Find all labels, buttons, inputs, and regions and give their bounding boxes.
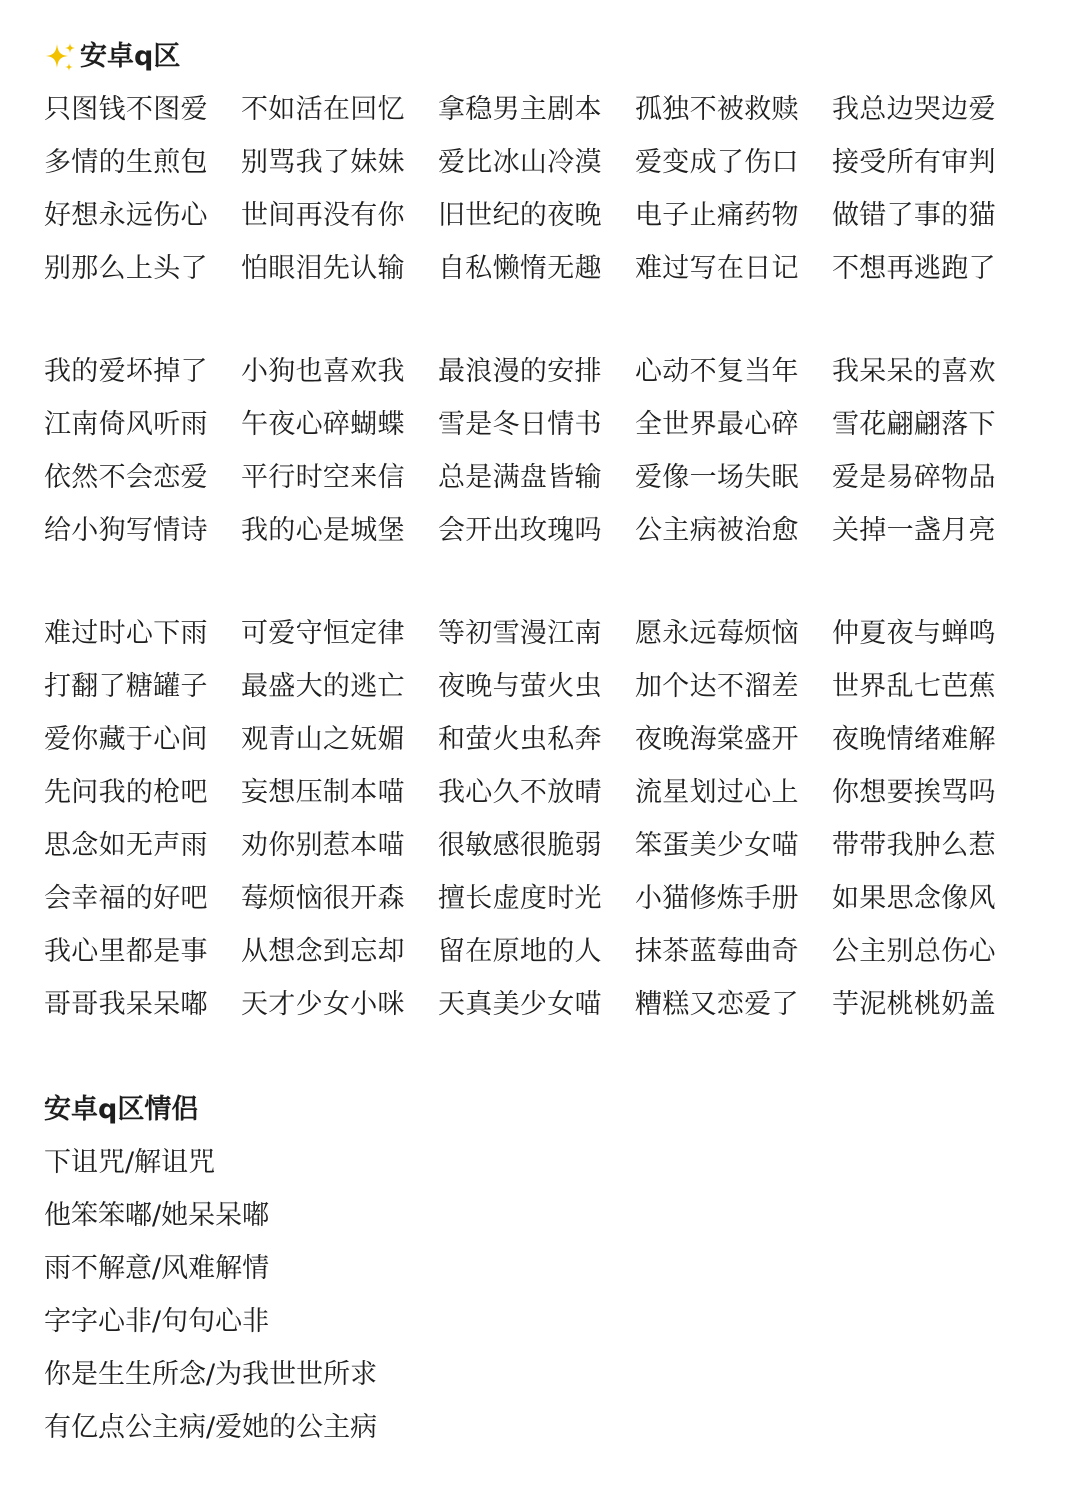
name-item: 小狗也喜欢我	[241, 356, 405, 387]
couple-name-item: 你是生生所念/为我世世所求	[44, 1359, 378, 1390]
name-item: 小猫修炼手册	[635, 883, 799, 914]
spacer	[44, 557, 1044, 607]
name-item: 爱变成了伤口	[635, 147, 799, 178]
name-item: 夜晚情绪难解	[832, 724, 996, 755]
name-item: 很敏感很脆弱	[438, 830, 602, 861]
name-item: 接受所有审判	[832, 147, 996, 178]
name-item: 自私懒惰无趣	[438, 253, 602, 284]
name-item: 关掉一盏月亮	[832, 515, 996, 546]
name-item: 爱是易碎物品	[832, 462, 996, 493]
name-item: 爱比冰山冷漠	[438, 147, 602, 178]
name-item: 糟糕又恋爱了	[635, 989, 799, 1020]
name-item: 平行时空来信	[241, 462, 405, 493]
name-item: 留在原地的人	[438, 936, 602, 967]
name-grid-block-1	[44, 83, 1044, 295]
name-item: 等初雪漫江南	[438, 618, 602, 649]
name-item: 笨蛋美少女喵	[635, 830, 799, 861]
name-item: 我呆呆的喜欢	[832, 356, 996, 387]
spacer	[44, 1031, 1044, 1083]
name-item: 妄想压制本喵	[241, 777, 405, 808]
name-item: 午夜心碎蝴蝶	[241, 409, 405, 440]
name-grid-block-3	[44, 607, 1044, 1031]
name-item: 拿稳男主剧本	[438, 94, 602, 125]
name-item: 抹茶蓝莓曲奇	[635, 936, 799, 967]
name-item: 天真美少女喵	[438, 989, 602, 1020]
name-item: 公主别总伤心	[832, 936, 996, 967]
name-item: 带带我肿么惹	[832, 830, 996, 861]
name-item: 别那么上头了	[44, 253, 208, 284]
name-item: 依然不会恋爱	[44, 462, 208, 493]
name-grid-block-2	[44, 345, 1044, 557]
couple-name-item: 下诅咒/解诅咒	[44, 1147, 216, 1178]
name-item: 观青山之妩媚	[241, 724, 405, 755]
name-item: 会开出玫瑰吗	[438, 515, 602, 546]
name-item: 不想再逃跑了	[832, 253, 996, 284]
name-item: 天才少女小咪	[241, 989, 405, 1020]
name-item: 劝你别惹本喵	[241, 830, 405, 861]
name-item: 最盛大的逃亡	[241, 671, 405, 702]
section-title-android-q	[44, 30, 1044, 83]
name-item: 怕眼泪先认输	[241, 253, 405, 284]
name-item: 会幸福的好吧	[44, 883, 208, 914]
name-item: 我总边哭边爱	[832, 94, 996, 125]
name-item: 全世界最心碎	[635, 409, 799, 440]
name-item: 孤独不被救赎	[635, 94, 799, 125]
name-item: 难过写在日记	[635, 253, 799, 284]
name-item: 我心里都是事	[44, 936, 208, 967]
name-item: 愿永远莓烦恼	[635, 618, 799, 649]
name-item: 夜晚海棠盛开	[635, 724, 799, 755]
couple-name-item: 雨不解意/风难解情	[44, 1253, 270, 1284]
name-item: 芋泥桃桃奶盖	[832, 989, 996, 1020]
name-item: 我的爱坏掉了	[44, 356, 208, 387]
name-item: 难过时心下雨	[44, 618, 208, 649]
name-item: 从想念到忘却	[241, 936, 405, 967]
couple-name-item: 有亿点公主病/爱她的公主病	[44, 1412, 378, 1443]
section-title-couples: 安卓q区情侣	[44, 1094, 199, 1125]
name-item: 夜晚与萤火虫	[438, 671, 602, 702]
name-item: 别骂我了妹妹	[241, 147, 405, 178]
name-item: 总是满盘皆输	[438, 462, 602, 493]
name-item: 做错了事的猫	[832, 200, 996, 231]
document-page	[44, 30, 1044, 1454]
name-item: 仲夏夜与蝉鸣	[832, 618, 996, 649]
name-item: 只图钱不图爱	[44, 94, 208, 125]
name-item: 你想要挨骂吗	[832, 777, 996, 808]
couple-name-item: 他笨笨嘟/她呆呆嘟	[44, 1200, 270, 1231]
section-title-text: 安卓q区	[80, 41, 181, 72]
name-item: 江南倚风听雨	[44, 409, 208, 440]
name-item: 心动不复当年	[635, 356, 799, 387]
name-item: 莓烦恼很开森	[241, 883, 405, 914]
name-item: 最浪漫的安排	[438, 356, 602, 387]
name-item: 旧世纪的夜晚	[438, 200, 602, 231]
name-item: 加个达不溜差	[635, 671, 799, 702]
name-item: 世间再没有你	[241, 200, 405, 231]
name-item: 公主病被治愈	[635, 515, 799, 546]
name-item: 打翻了糖罐子	[44, 671, 208, 702]
name-item: 先问我的枪吧	[44, 777, 208, 808]
name-item: 给小狗写情诗	[44, 515, 208, 546]
name-item: 电子止痛药物	[635, 200, 799, 231]
name-item: 思念如无声雨	[44, 830, 208, 861]
name-item: 雪花翩翩落下	[832, 409, 996, 440]
name-item: 多情的生煎包	[44, 147, 208, 178]
name-item: 擅长虚度时光	[438, 883, 602, 914]
name-item: 好想永远伤心	[44, 200, 208, 231]
name-item: 如果思念像风	[832, 883, 996, 914]
name-item: 可爱守恒定律	[241, 618, 405, 649]
couple-name-list	[44, 1136, 1044, 1454]
name-item: 爱像一场失眠	[635, 462, 799, 493]
name-item: 爱你藏于心间	[44, 724, 208, 755]
spacer	[44, 295, 1044, 345]
sparkle-icon	[44, 40, 78, 74]
couple-name-item: 字字心非/句句心非	[44, 1306, 270, 1337]
name-item: 我的心是城堡	[241, 515, 405, 546]
name-item: 世界乱七芭蕉	[832, 671, 996, 702]
name-item: 我心久不放晴	[438, 777, 602, 808]
name-item: 和萤火虫私奔	[438, 724, 602, 755]
name-item: 哥哥我呆呆嘟	[44, 989, 208, 1020]
name-item: 流星划过心上	[635, 777, 799, 808]
name-item: 不如活在回忆	[241, 94, 405, 125]
name-item: 雪是冬日情书	[438, 409, 602, 440]
